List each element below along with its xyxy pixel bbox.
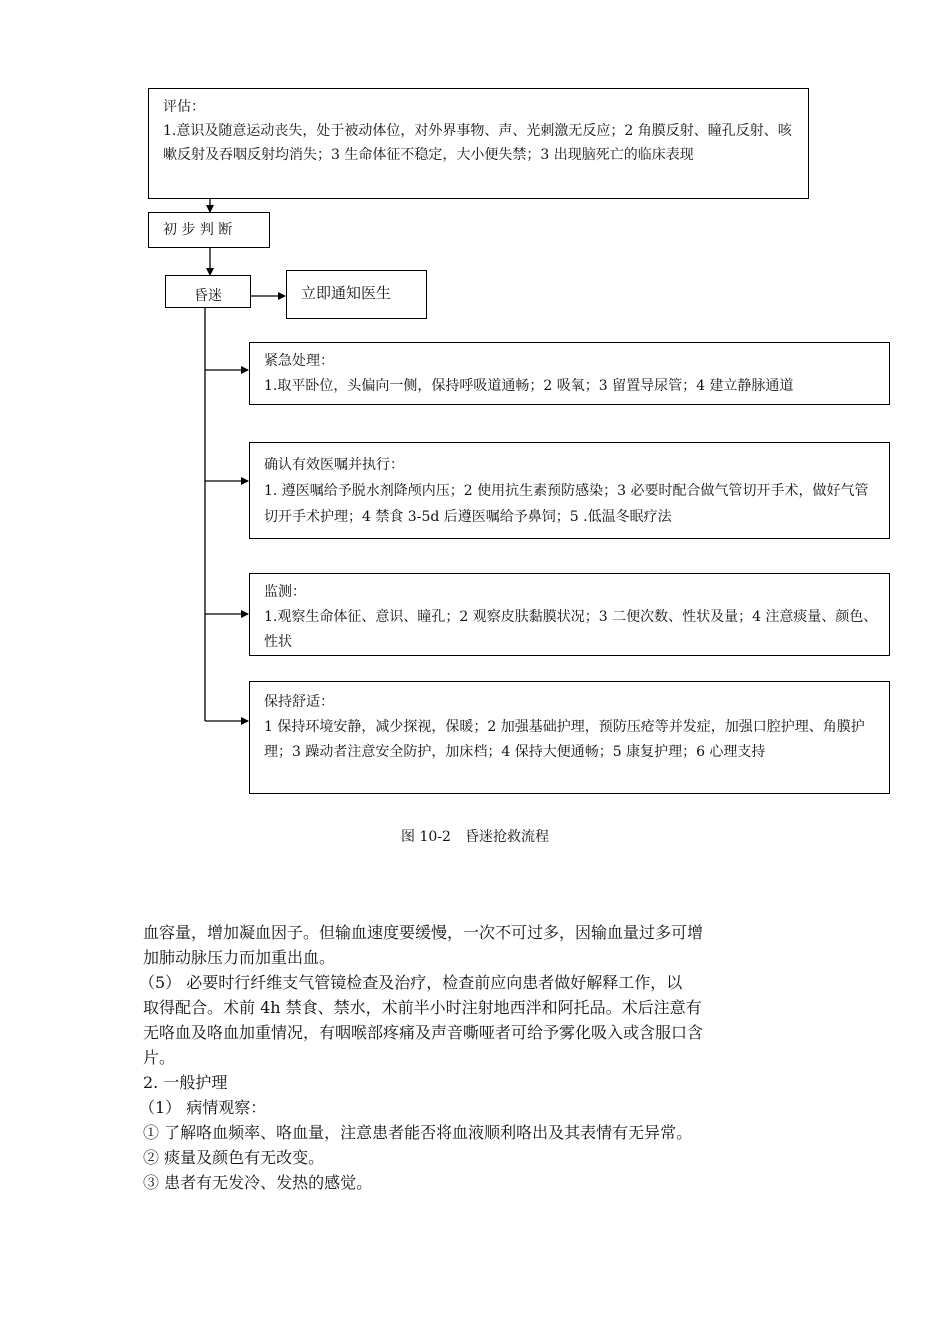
text-line: 血容量，增加凝血因子。但输血速度要缓慢，一次不可过多，因输血量过多可增 [143, 923, 704, 942]
assessment-title: 评估： [163, 99, 205, 115]
text-line: ③ 患者有无发冷、发热的感觉。 [143, 1173, 373, 1192]
orders-box [249, 442, 890, 539]
emergency-text: 1.取平卧位，头偏向一侧，保持呼吸道通畅；2 吸氧；3 留置导尿管；4 建立静脉通道 [264, 378, 794, 394]
figure-caption: 图 10-2 昏迷抢救流程 [401, 829, 549, 845]
notify-doctor-label: 立即通知医生 [301, 284, 392, 302]
monitor-text: 1.观察生命体征、意识、瞳孔；2 观察皮肤黏膜状况；3 二便次数、性状及量；4 注意痰量、颜色、性状 [264, 609, 878, 650]
orders-text: 1. 遵医嘱给予脱水剂降颅内压；2 使用抗生素预防感染；3 必要时配合做气管切开手术，做好气管切开手术护理；4 禁食 3-5d 后遵医嘱给予鼻饲；5 .低温冬眠疗法 [264, 483, 869, 525]
orders-title: 确认有效医嘱并执行： [264, 457, 404, 473]
text-line: （1） 病情观察： [139, 1098, 267, 1117]
body-text [139, 920, 823, 1195]
assessment-text: 1.意识及随意运动丧失，处于被动体位，对外界事物、声、光刺激无反应；2 角膜反射、瞳孔反射、咳嗽反射及吞咽反射均消失；3 生命体征不稳定，大小便失禁；3 出现脑死亡的临床表现 [163, 123, 792, 163]
coma-label: 昏迷 [194, 288, 222, 304]
text-line: （5） 必要时行纤维支气管镜检查及治疗，检查前应向患者做好解释工作，以 [139, 973, 683, 992]
text-line: 取得配合。术前 4h 禁食、禁水，术前半小时注射地西泮和阿托品。术后注意有 [143, 998, 702, 1017]
comfort-title: 保持舒适： [264, 694, 334, 710]
initial-judgment-box [148, 212, 270, 248]
comfort-text: 1 保持环境安静，减少探视，保暖；2 加强基础护理，预防压疮等并发症，加强口腔护理、角膜护理；3 躁动者注意安全防护，加床档；4 保持大便通畅；5 康复护理；6 心理支持 [264, 719, 865, 760]
text-line: 加肺动脉压力而加重出血。 [143, 948, 336, 967]
monitor-title: 监测： [264, 584, 306, 600]
text-line: ② 痰量及颜色有无改变。 [143, 1148, 325, 1167]
initial-judgment-label: 初 步 判 断 [163, 222, 233, 238]
notify-doctor-box [286, 270, 427, 319]
emergency-box [249, 342, 890, 405]
monitor-box [249, 573, 890, 656]
assessment-box [148, 88, 809, 199]
text-line: 片。 [143, 1048, 176, 1067]
coma-box [165, 275, 251, 308]
text-line: 无咯血及咯血加重情况，有咽喉部疼痛及声音嘶哑者可给予雾化吸入或含服口含 [143, 1023, 704, 1042]
emergency-title: 紧急处理： [264, 353, 334, 369]
text-line: 2. 一般护理 [143, 1073, 228, 1092]
text-line: ① 了解咯血频率、咯血量，注意患者能否将血液顺利咯出及其表情有无异常。 [143, 1123, 693, 1142]
comfort-box [249, 681, 890, 794]
